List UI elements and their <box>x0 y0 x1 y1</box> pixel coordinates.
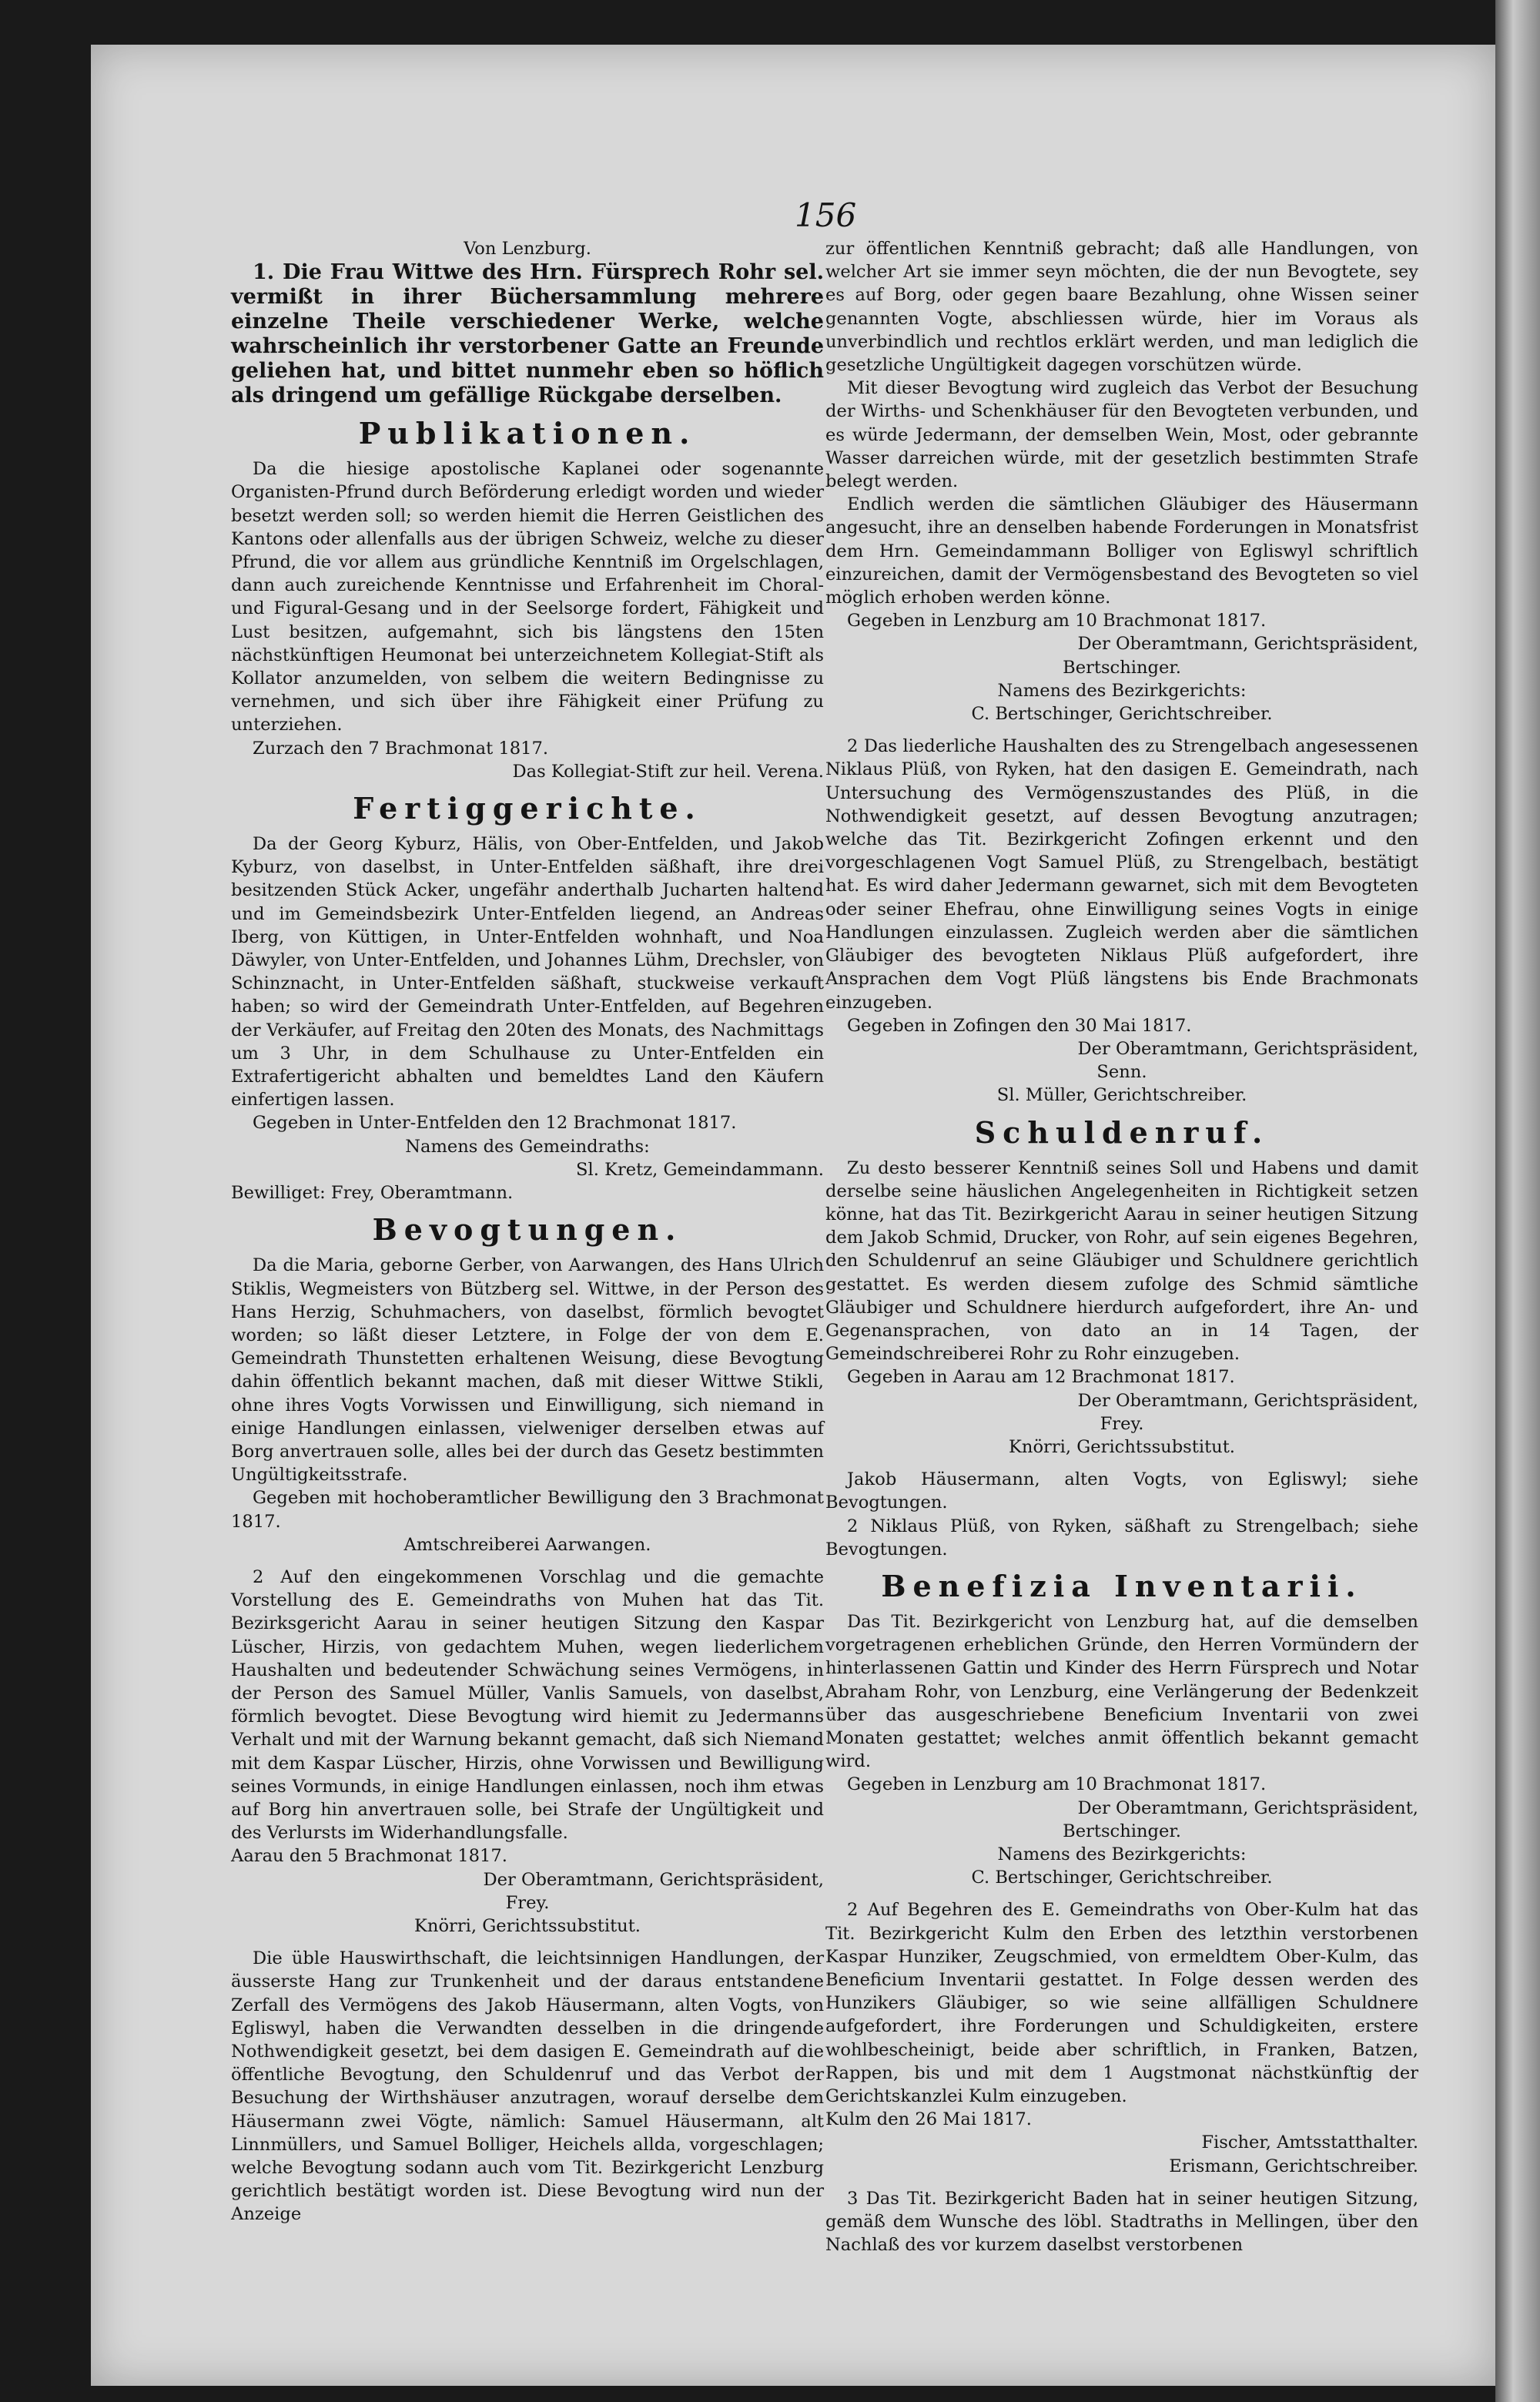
section-title-publikationen: Publikationen. <box>358 416 697 451</box>
notice-schmid: Zu desto besserer Kenntniß seines Soll und Habens und damit derselbe seine häuslichen Angelegenheiten in Richtigkeit setzen könne, hat das Tit. Bezirkgericht Aarau in seiner heutigen Sitzung dem Jakob Schmid, Drucker, von Rohr, auf sein eigenes Begehren, den Schuldenruf an seine Gläubiger und Schuldnere gerichtlich gestattet. Es werden diesem zufolge des Schmid sämtliche Gläubiger und Schuldnere hierdurch aufgefordert, ihre An- und Gegenansprachen, von dato an in 14 Tagen, der Gemeindschreiberei Rohr zu Rohr einzugeben. <box>825 1157 1418 1365</box>
signature: Der Oberamtmann, Gerichtspräsident, <box>1077 1038 1418 1059</box>
date-line: Gegeben in Unter-Entfelden den 12 Brachmonat 1817. <box>253 1113 737 1134</box>
notice-haeusermann-cont: zur öffentlichen Kenntniß gebracht; daß alle Handlungen, von welcher Art sie immer seyn möchten, die der nun Bevogtete, sey es auf Borg, oder gegen baare Bezahlung, ohne Wissen seiner genannten Vogte, abschliessen würde, hier im Voraus als unverbindlich und rechtlos erklärt werden, und man lediglich die gesetzliche Ungültigkeit dagegen vorschützen würde. <box>825 239 1418 376</box>
page-number: 156 <box>795 196 857 234</box>
signature: Fischer, Amtsstatthalter. <box>1201 2132 1418 2153</box>
signature: C. Bertschinger, Gerichtschreiber. <box>971 704 1273 725</box>
signature: Frey. <box>1100 1413 1144 1434</box>
notice-baden: 3 Das Tit. Bezirkgericht Baden hat in seiner heutigen Sitzung, gemäß dem Wunsche des löbl. Stadtraths in Mellingen, über den Nachlaß des vor kurzem daselbst verstorbenen <box>825 2188 1418 2256</box>
signature: Bertschinger. <box>1063 1821 1181 1841</box>
notice-haeusermann-cont: Endlich werden die sämtlichen Gläubiger des Häusermann angesucht, ihre an denselben habende Forderungen in Monatsfrist dem Hrn. Gemeindammann Bolliger von Egliswyl schriftlich einzureichen, damit der Vermögensbestand des Bevogteten so viel möglich erhoben werden könne. <box>825 494 1418 608</box>
signature: Der Oberamtmann, Gerichtspräsident, <box>483 1869 824 1890</box>
signature: Namens des Bezirkgerichts: <box>997 1844 1247 1864</box>
notice-pluess: 2 Das liederliche Haushalten des zu Strengelbach angesessenen Niklaus Plüß, von Ryken, hat den dasigen E. Gemeindrath, nach Untersuchung des Vermögenszustandes des Plüß, in die Nothwendigkeit gesetzt, auf dessen Bevogtung anzutragen; welche das Tit. Bezirkgericht Zofingen erkennt und den vorgeschlagenen Vogt Samuel Plüß, zu Strengelbach, bestätigt hat. Es wird daher Jedermann gewarnet, sich mit dem Bevogteten oder seiner Ehefrau, ohne Einwilligung seines Vogts in einige Handlungen einzulassen. Zugleich werden aber die sämtlichen Gläubiger des bevogteten Niklaus Plüß aufgefordert, ihre Ansprachen dem Vogt Plüß längstens bis Ende Brachmonats einzugeben. <box>825 736 1418 1013</box>
cross-reference: 2 Niklaus Plüß, von Ryken, säßhaft zu Strengelbach; siehe Bevogtungen. <box>825 1516 1418 1559</box>
section-heading-lenzburg: Von Lenzburg. <box>464 239 591 259</box>
signature: Senn. <box>1096 1062 1147 1083</box>
signature: Knörri, Gerichtssubstitut. <box>414 1915 641 1936</box>
notice-rohr-inventory: Das Tit. Bezirkgericht von Lenzburg hat, auf die demselben vorgetragenen erheblichen Gründe, den Herren Vormündern der hinterlassenen Gattin und Kinder des Herrn Fürsprech und Notar Abraham Rohr, von Lenzburg, eine Verlängerung der Bedenkzeit über das ausgeschriebene Beneficium Inventarii von zwei Monaten gestattet; welches anmit öffentlich bekannt gemacht wird. <box>825 1611 1418 1772</box>
left-column <box>231 237 824 2226</box>
signature: Amtschreiberei Aarwangen. <box>403 1534 651 1555</box>
signature: Erismann, Gerichtschreiber. <box>1169 2156 1418 2176</box>
section-title-fertiggerichte: Fertiggerichte. <box>353 791 702 826</box>
notice-kyburz: Da der Georg Kyburz, Hälis, von Ober-Entfelden, und Jakob Kyburz, von daselbst, in Unter-Entfelden säßhaft, ihre drei besitzenden Stück Acker, ungefähr anderthalb Jucharten haltend und im Gemeindsbezirk Unter-Entfelden liegend, an Andreas Iberg, von Küttigen, in Unter-Entfelden wohnhaft, und Noa Däwyler, von Unter-Entfelden, und Johannes Lühm, Drechsler, von Schinznacht, in Unter-Entfelden säßhaft, stuckweise verkauft haben; so wird der Gemeindrath Unter-Entfelden, auf Begehren der Verkäufer, auf Freitag den 20ten des Monats, des Nachmittags um 3 Uhr, in dem Schulhause zu Unter-Entfelden ein Extrafertigericht abhalten und bemeldtes Land den Käufern einfertigen lassen. <box>231 834 824 1111</box>
notice-haeusermann-cont: Mit dieser Bevogtung wird zugleich das Verbot der Besuchung der Wirths- und Schenkhäuser für den Bevogteten verbunden, und es würde Jedermann, der demselben Wein, Most, oder gebrannte Wasser darreichen würde, mit der gesetzlich bestimmten Strafe belegt werden. <box>825 378 1418 492</box>
section-title-benefizia: Benefizia Inventarii. <box>881 1568 1363 1603</box>
notice-haeusermann: Die üble Hauswirthschaft, die leichtsinnigen Handlungen, der äusserste Hang zur Trunkenheit und der daraus entstandene Zerfall des Vermögens des Jakob Häusermann, alten Vogts, von Egliswyl, haben die Verwandten desselben in die dringende Nothwendigkeit gesetzt, bei dem dasigen E. Gemeindrath auf die öffentliche Bevogtung, den Schuldenruf und das Verbot der Besuchung der Wirthshäuser anzutragen, worauf derselbe dem Häusermann zwei Vögte, nämlich: Samuel Häusermann, alt Linnmüllers, und Samuel Bolliger, Heichels allda, vorgeschlagen; welche Bevogtung sodann auch vom Tit. Bezirkgericht Lenzburg gerichtlich bestätigt worden ist. Diese Bevogtung wird nun der Anzeige <box>231 1948 824 2225</box>
date-line: Aarau den 5 Brachmonat 1817. <box>231 1846 507 1867</box>
date-line: Gegeben in Aarau am 12 Brachmonat 1817. <box>847 1367 1235 1388</box>
notice-hunziker: 2 Auf Begehren des E. Gemeindraths von Ober-Kulm hat das Tit. Bezirkgericht Kulm den Erben des letzthin verstorbenen Kaspar Hunziker, Zeugschmied, von ermeldtem Ober-Kulm, das Beneficium Inventarii gestattet. In Folge dessen werden des Hunzikers Gläubiger, so wie seine allfälligen Schuldnere aufgefordert, ihre Forderungen und Schuldigkeiten, erstere wohlbescheinigt, beide aber schriftlich, in Franken, Batzen, Rappen, bis und mit dem 1 Augstmonat nächstkünftig der Gerichtskanzlei Kulm einzugeben. <box>825 1900 1418 2107</box>
date-line: Gegeben in Lenzburg am 10 Brachmonat 1817. <box>847 1774 1267 1795</box>
signature: C. Bertschinger, Gerichtschreiber. <box>971 1868 1273 1888</box>
cross-reference: Jakob Häusermann, alten Vogts, von Egliswyl; siehe Bevogtungen. <box>825 1469 1418 1513</box>
date-line: Gegeben in Zofingen den 30 Mai 1817. <box>847 1015 1192 1036</box>
section-title-schuldenruf: Schuldenruf. <box>974 1114 1270 1150</box>
signature: Namens des Bezirkgerichts: <box>997 680 1247 701</box>
signature: Bewilliget: Frey, Oberamtmann. <box>231 1183 514 1204</box>
date-line: Gegeben mit hochoberamtlicher Bewilligung den 3 Brachmonat 1817. <box>231 1488 824 1532</box>
notice-luescher: 2 Auf den eingekommenen Vorschlag und die gemachte Vorstellung des E. Gemeindraths von Muhen hat das Tit. Bezirksgericht Aarau in seiner heutigen Sitzung den Kaspar Lüscher, Hirzis, von gedachtem Muhen, wegen liederlichem Haushalten und bedeutender Schwächung seines Vermögens, in der Person des Samuel Müller, Vanlis Samuels, von daselbst, förmlich bevogtet. Diese Bevogtung wird hiemit zu Jedermanns Verhalt und mit der Warnung bekannt gemacht, daß sich Niemand mit dem Kaspar Lüscher, Hirzis, ohne Vorwissen und Bewilligung seines Vormunds, in einige Handlungen einlassen, noch ihm etwas auf Borg hin anvertrauen solle, bei Strafe der Ungültigkeit und des Verlursts im Widerhandlungsfalle. <box>231 1566 824 1844</box>
signature: Der Oberamtmann, Gerichtspräsident, <box>1077 634 1418 655</box>
date-line: Kulm den 26 Mai 1817. <box>825 2109 1032 2130</box>
signature: Sl. Müller, Gerichtschreiber. <box>996 1085 1247 1106</box>
right-column <box>825 237 1418 2256</box>
date-line: Zurzach den 7 Brachmonat 1817. <box>253 738 549 759</box>
date-line: Gegeben in Lenzburg am 10 Brachmonat 1817. <box>847 611 1267 631</box>
signature: Der Oberamtmann, Gerichtspräsident, <box>1077 1797 1418 1818</box>
signature: Sl. Kretz, Gemeindammann. <box>576 1159 824 1180</box>
signature: Namens des Gemeindraths: <box>405 1136 650 1157</box>
signature: Das Kollegiat-Stift zur heil. Verena. <box>512 761 824 782</box>
notice-organist: Da die hiesige apostolische Kaplanei oder sogenannte Organisten-Pfrund durch Beförderung erledigt worden und wieder besetzt werden soll; so werden hiemit die Herren Geistlichen des Kantons oder allenfalls aus der übrigen Schweiz, welche zu dieser Pfrund, die vor allem aus gründliche Kenntniß im Orgelschlagen, dann auch zureichende Kenntnisse und Erfahrenheit im Choral- und Figural-Gesang und in der Seelsorge fordert, Fähigkeit und Lust besitzen, aufgemahnt, sich bis längstens den 15ten nächstkünftigen Heumonat bei unterzeichnetem Kollegiat-Stift als Kollator anzumelden, von selbem die weitern Bedingnisse zu vernehmen, und sich über ihre Fähigkeit einer Prüfung zu unterziehen. <box>231 459 824 735</box>
signature: Knörri, Gerichtssubstitut. <box>1009 1436 1235 1457</box>
signature: Bertschinger. <box>1063 657 1181 678</box>
section-title-bevogtungen: Bevogtungen. <box>372 1212 683 1248</box>
page-edge <box>1495 0 1540 2402</box>
notice-rohr-books: 1. Die Frau Wittwe des Hrn. Fürsprech Rohr sel. vermißt in ihrer Büchersammlung mehrere einzelne Theile verschiedener Werke, welche wahrscheinlich ihr verstorbener Gatte an Freunde geliehen hat, und bittet nunmehr eben so höflich als dringend um gefällige Rückgabe derselben. <box>231 260 824 408</box>
notice-stikli: Da die Maria, geborne Gerber, von Aarwangen, des Hans Ulrich Stiklis, Wegmeisters von Bützberg sel. Wittwe, in der Person des Hans Herzig, Schuhmachers, von daselbst, förmlich bevogtet worden; so läßt dieser Letztere, in Folge der von dem E. Gemeindrath Thunstetten erhaltenen Weisung, diese Bevogtung dahin öffentlich bekannt machen, daß mit dieser Wittwe Stikli, ohne ihres Vogts Vorwissen und Einwilligung, sich niemand in einige Handlungen einlassen, vielweniger derselben etwas auf Borg anvertrauen solle, alles bei der durch das Gesetz bestimmten Ungültigkeitsstrafe. <box>231 1255 824 1486</box>
signature: Der Oberamtmann, Gerichtspräsident, <box>1077 1390 1418 1411</box>
signature: Frey. <box>505 1892 550 1913</box>
